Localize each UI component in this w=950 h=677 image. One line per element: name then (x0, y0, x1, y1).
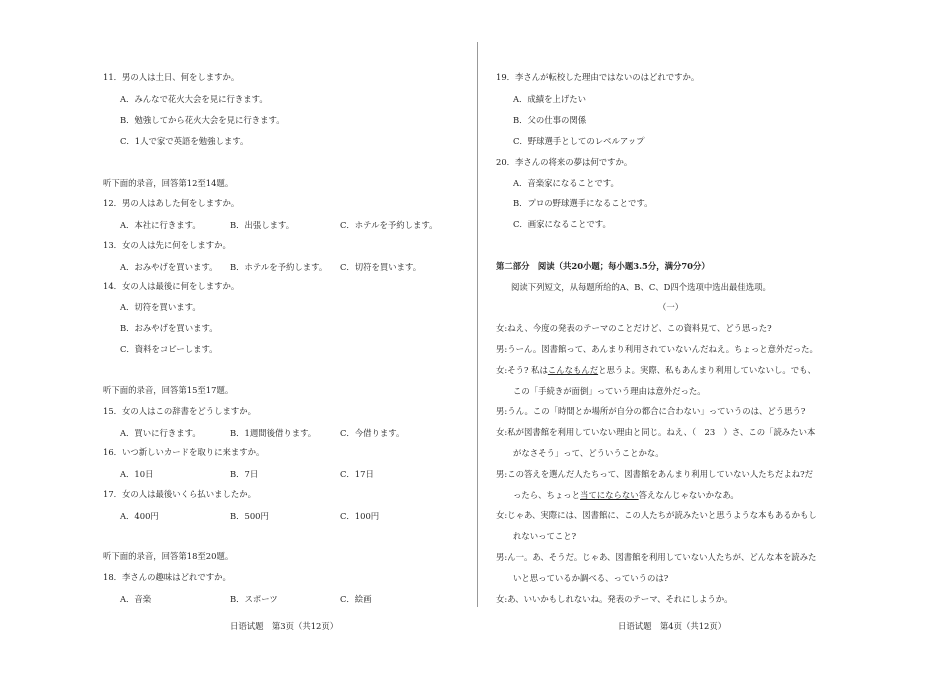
q11-option-b: B．勉強してから花火大会を見に行きます。 (120, 115, 285, 125)
q12-option-b: B．出張します。 (230, 220, 295, 230)
q13-option-b: B．ホテルを予約します。 (230, 262, 328, 272)
dialogue-6-start: ったら、ちょっと (513, 490, 580, 500)
dialogue-line-2: 男:うーん。図書館って、あんまり利用されていないんだねえ。ちょっと意外だった。 (496, 344, 818, 354)
q13-option-a: A．おみやげを買います。 (120, 262, 218, 272)
dialogue-line-9: 女:あ、いいかもしれないね。発表のテーマ、それにしようか。 (496, 594, 733, 604)
q14-option-b: B．おみやげを買います。 (120, 323, 218, 333)
q17-option-b: B．500円 (230, 511, 269, 521)
question-16: 16．いつ新しいカードを取りに来ますか。 (103, 447, 265, 457)
q15-option-a: A．買いに行きます。 (120, 428, 201, 438)
question-18: 18．李さんの趣味はどれですか。 (103, 572, 231, 582)
question-13: 13．女の人は先に何をしますか。 (103, 240, 231, 250)
section-instructions: 阅读下列短文，从每题所给的A、B、C、D四个选项中选出最佳选项。 (511, 282, 771, 292)
q19-option-b: B．父の仕事の関係 (513, 115, 587, 125)
q18-option-a: A．音楽 (120, 594, 152, 604)
q20-option-b: B．プロの野球選手になることです。 (513, 198, 653, 208)
question-11: 11．男の人は土日、何をしますか。 (103, 72, 240, 82)
q12-option-c: C．ホテルを予約します。 (340, 220, 438, 230)
q13-option-c: C．切符を買います。 (340, 262, 422, 272)
question-15: 15．女の人はこの辞書をどうしますか。 (103, 406, 257, 416)
q17-options (0, 510, 475, 521)
question-20: 20．李さんの将来の夢は何ですか。 (496, 157, 633, 167)
page-divider (477, 42, 478, 607)
q18-option-c: C．絵画 (340, 594, 372, 604)
underlined-phrase-2: 当てにならない (580, 490, 639, 500)
dialogue-line-3-cont: この「手続きが面倒」っていう理由は意外だった。 (513, 386, 706, 396)
dialogue-line-6-cont (513, 490, 739, 501)
dialogue-line-8: 男:ん一。あ、そうだ。じゃあ、図書館を利用していない人たちが、どんな本を読みた (496, 552, 817, 562)
q18-option-b: B．スポーツ (230, 594, 278, 604)
question-12: 12．男の人はあした何をしますか。 (103, 198, 240, 208)
dialogue-line-8-cont: いと思っているか調べる、っていうのは? (513, 573, 669, 583)
section-title: 第二部分 阅读（共20小题；每小题3.5分，满分70分） (496, 261, 710, 271)
q15-option-c: C．今借ります。 (340, 428, 405, 438)
dialogue-line-7: 女:じゃあ、実際には、図書館に、この人たちが読みたいと思うような本もあるかもし (496, 510, 817, 520)
question-14: 14．女の人は最後に何をしますか。 (103, 281, 240, 291)
dialogue-3-end: と思うよ。実際、私もあんまり利用していないし。でも、 (598, 365, 816, 375)
passage-number: （一） (658, 302, 684, 312)
page-footer-left: 日语试题 第3页（共12页） (230, 621, 339, 631)
q20-option-a: A．音楽家になることです。 (513, 178, 619, 188)
q15-options (0, 427, 475, 438)
question-17: 17．女の人は最後いくら払いましたか。 (103, 489, 257, 499)
page-footer-right: 日语试题 第4页（共12页） (618, 621, 727, 631)
q12-option-a: A．本社に行きます。 (120, 220, 201, 230)
q11-option-c: C．1人で家で英語を勉強します。 (120, 136, 249, 146)
question-19: 19．李さんが転校した理由ではないのはどれですか。 (496, 72, 700, 82)
q11-option-a: A．みんなで花火大会を見に行きます。 (120, 94, 268, 104)
q17-option-c: C．100円 (340, 511, 380, 521)
dialogue-3-start: 女:そう? 私は (496, 365, 548, 375)
q14-option-a: A．切符を買います。 (120, 302, 201, 312)
q13-options (0, 261, 475, 272)
q18-options (0, 593, 475, 604)
dialogue-line-7-cont: れないってこと? (513, 531, 577, 541)
q19-option-c: C．野球選手としてのレベルアップ (513, 136, 645, 146)
q16-option-b: B．7日 (230, 469, 259, 479)
q12-options (0, 219, 475, 230)
q16-options (0, 468, 475, 479)
dialogue-6-end: 答えなんじゃないかなあ。 (638, 490, 739, 500)
q17-option-a: A．400円 (120, 511, 159, 521)
lead-15-17: 听下面的录音，回答第15至17题。 (103, 385, 234, 395)
q14-option-c: C．資料をコピーします。 (120, 344, 218, 354)
dialogue-line-5: 女:私が図書館を利用していない理由と同じ。ねえ、（ 23 ）さ、この「読みたい本 (496, 427, 816, 437)
dialogue-line-1: 女:ねえ、今度の発表のテーマのことだけど、この資料見て、どう思った? (496, 323, 772, 333)
q16-option-a: A．10日 (120, 469, 154, 479)
q20-option-c: C．画家になることです。 (513, 219, 611, 229)
lead-12-14: 听下面的录音，回答第12至14题。 (103, 178, 234, 188)
dialogue-line-5-cont: がなさそう」って、どういうことかな。 (513, 448, 664, 458)
dialogue-line-6: 男:この答えを選んだ人たちって、図書館をあんまり利用していない人たちだよね?だ (496, 469, 814, 479)
dialogue-line-3 (496, 365, 816, 376)
q16-option-c: C．17日 (340, 469, 374, 479)
q19-option-a: A．成績を上げたい (513, 94, 587, 104)
q15-option-b: B．1週間後借ります。 (230, 428, 317, 438)
underlined-phrase-1: こんなもんだ (547, 365, 599, 375)
lead-18-20: 听下面的录音，回答第18至20题。 (103, 551, 234, 561)
dialogue-line-4: 男:うん。この「時間とか場所が自分の都合に合わない」っていうのは、どう思う? (496, 406, 806, 416)
